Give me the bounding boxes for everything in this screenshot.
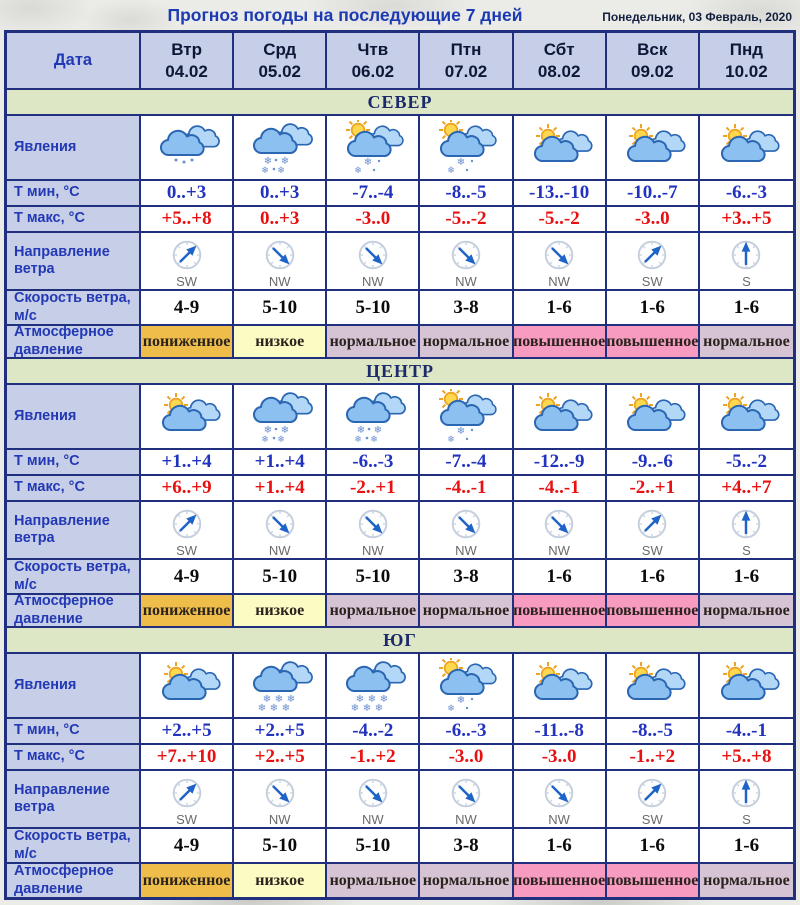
t-min-row xyxy=(7,450,793,476)
t-min-value: -11..-8 xyxy=(514,719,607,743)
t-min-value: -6..-3 xyxy=(420,719,513,743)
t-max-value: -2..+1 xyxy=(327,476,420,500)
wind-direction-value: NW xyxy=(268,543,291,558)
pressure-value: повышенное xyxy=(607,595,700,626)
day-name: Пнд xyxy=(729,40,764,60)
section-center xyxy=(7,359,793,628)
pressure-value: нормальное xyxy=(420,326,513,357)
svg-text:❄: ❄ xyxy=(269,703,278,713)
column-header-09.02 xyxy=(607,33,700,88)
sun-cloud-icon xyxy=(514,654,607,717)
pressure-row xyxy=(7,595,793,628)
cloud-heavy-snow-icon xyxy=(234,654,327,717)
sun-cloud-snow-icon xyxy=(420,116,513,179)
svg-text:❄: ❄ xyxy=(276,435,285,444)
t-min-label: Т мин, °С xyxy=(7,181,141,205)
t-min-value: 0..+3 xyxy=(141,181,234,205)
wind-speed-value: 1-6 xyxy=(733,565,760,587)
t-max-value: +5..+8 xyxy=(141,207,234,231)
svg-text:❄: ❄ xyxy=(276,166,285,175)
sun-cloud-icon xyxy=(141,654,234,717)
section-south xyxy=(7,628,793,897)
svg-text:❄: ❄ xyxy=(262,694,271,705)
t-max-value: -3..0 xyxy=(420,745,513,769)
pressure-value: повышенное xyxy=(607,326,700,357)
pressure-value: низкое xyxy=(234,595,327,626)
t-min-value: +1..+4 xyxy=(234,450,327,474)
t-max-label: Т макс, °С xyxy=(7,207,141,231)
wind-speed-value: 1-6 xyxy=(607,560,700,593)
cloud-snow-icon xyxy=(327,385,420,448)
wind-speed-value: 4-9 xyxy=(141,291,234,324)
day-date: 06.02 xyxy=(351,61,395,81)
sun-cloud-icon xyxy=(514,385,607,448)
sun-cloud-icon xyxy=(607,116,700,179)
svg-text:❄: ❄ xyxy=(350,703,360,713)
wind-speed-value: 1-6 xyxy=(514,291,607,324)
wind-direction-row xyxy=(7,502,793,560)
t-max-value: 0..+3 xyxy=(234,207,327,231)
t-min-value: -9..-6 xyxy=(607,450,700,474)
section-header-north: СЕВЕР xyxy=(7,90,793,116)
title-bar xyxy=(0,0,800,30)
pressure-value: низкое xyxy=(234,864,327,897)
wind-speed-label: Скорость ветра, м/с xyxy=(7,829,141,862)
section-north xyxy=(7,90,793,359)
t-max-value: +7..+10 xyxy=(141,745,234,769)
sun-cloud-icon xyxy=(607,654,700,717)
svg-text:❄: ❄ xyxy=(363,157,373,168)
phenomena-row xyxy=(7,654,793,719)
phenomena-row xyxy=(7,385,793,450)
t-max-value: +6..+9 xyxy=(141,476,234,500)
wind-speed-value: 1-6 xyxy=(607,829,700,862)
t-max-value: -5..-2 xyxy=(420,207,513,231)
svg-text:❄: ❄ xyxy=(257,703,266,713)
wind-speed-row xyxy=(7,829,793,864)
wind-compass-icon-nw xyxy=(234,502,327,558)
wind-compass-icon-nw xyxy=(514,233,607,289)
pressure-row xyxy=(7,326,793,359)
wind-compass-icon-s xyxy=(700,233,793,289)
wind-speed-value: 4-9 xyxy=(141,560,234,593)
wind-direction-value: S xyxy=(742,812,751,827)
pressure-value: нормальное xyxy=(420,864,513,897)
svg-text:❄: ❄ xyxy=(286,694,295,705)
t-min-value: -8..-5 xyxy=(420,181,513,205)
t-min-label: Т мин, °С xyxy=(7,450,141,474)
day-name: Чтв xyxy=(357,40,389,60)
svg-text:❄: ❄ xyxy=(456,157,466,168)
wind-speed-value: 4-9 xyxy=(141,829,234,862)
pressure-label: Атмосферное давление xyxy=(7,864,141,897)
section-header-south: ЮГ xyxy=(7,628,793,654)
page-title: Прогноз погоды на последующие 7 дней xyxy=(167,5,523,25)
pressure-value: нормальное xyxy=(420,595,513,626)
cloud-drizzle-icon xyxy=(141,116,234,179)
wind-compass-icon-nw xyxy=(327,771,420,827)
t-max-value: -3..0 xyxy=(607,207,700,231)
t-min-value: -7..-4 xyxy=(327,181,420,205)
wind-direction-value: NW xyxy=(362,274,384,289)
sun-cloud-icon xyxy=(700,654,793,717)
pressure-value: пониженное xyxy=(141,326,234,357)
sun-cloud-icon xyxy=(700,385,793,448)
t-max-value: -2..+1 xyxy=(607,476,700,500)
svg-text:❄: ❄ xyxy=(362,703,372,713)
day-date: 08.02 xyxy=(537,61,581,81)
day-name: Сбт xyxy=(543,40,575,60)
wind-direction-value: S xyxy=(742,543,751,558)
day-date: 09.02 xyxy=(631,61,674,81)
wind-direction-row xyxy=(7,771,793,829)
wind-compass-icon-nw xyxy=(420,771,513,827)
sun-cloud-snow-icon xyxy=(420,385,513,448)
wind-speed-value: 1-6 xyxy=(514,560,607,593)
svg-text:❄: ❄ xyxy=(356,425,366,436)
pressure-value: пониженное xyxy=(141,864,234,897)
day-date: 07.02 xyxy=(444,61,488,81)
table-header-row xyxy=(7,33,793,90)
t-max-value: -1..+2 xyxy=(607,745,700,769)
t-max-value: -4..-1 xyxy=(514,476,607,500)
sun-cloud-snow-icon xyxy=(327,116,420,179)
wind-direction-value: NW xyxy=(455,812,477,827)
wind-direction-value: SW xyxy=(641,543,663,558)
svg-text:❄: ❄ xyxy=(354,166,362,175)
wind-compass-icon-s xyxy=(700,502,793,558)
svg-text:❄: ❄ xyxy=(456,426,466,437)
svg-text:❄: ❄ xyxy=(354,435,362,444)
wind-compass-icon-nw xyxy=(420,233,513,289)
wind-speed-value: 5-10 xyxy=(234,829,327,862)
wind-compass-icon-nw xyxy=(327,502,420,558)
wind-direction-value: NW xyxy=(455,274,477,289)
t-min-value: -6..-3 xyxy=(725,182,767,203)
t-min-value: -12..-9 xyxy=(514,450,607,474)
wind-speed-row xyxy=(7,291,793,326)
pressure-value: повышенное xyxy=(514,326,607,357)
t-min-label: Т мин, °С xyxy=(7,719,141,743)
pressure-value: повышенное xyxy=(607,864,700,897)
pressure-value: нормальное xyxy=(700,595,793,626)
pressure-row xyxy=(7,864,793,897)
phenomena-row xyxy=(7,116,793,181)
t-max-label: Т макс, °С xyxy=(7,476,141,500)
svg-text:❄: ❄ xyxy=(370,435,378,444)
t-max-row xyxy=(7,207,793,233)
wind-speed-value: 3-8 xyxy=(420,829,513,862)
table-sections xyxy=(7,90,793,897)
svg-text:❄: ❄ xyxy=(260,435,269,444)
t-min-value: +2..+5 xyxy=(141,719,234,743)
wind-speed-value: 5-10 xyxy=(234,291,327,324)
t-min-value: -10..-7 xyxy=(607,181,700,205)
wind-compass-icon-s xyxy=(700,771,793,827)
wind-compass-icon-nw xyxy=(234,233,327,289)
svg-text:❄: ❄ xyxy=(447,166,455,175)
t-max-value: +3..+5 xyxy=(721,208,772,229)
wind-speed-label: Скорость ветра, м/с xyxy=(7,560,141,593)
wind-compass-icon-nw xyxy=(514,502,607,558)
pressure-value: низкое xyxy=(234,326,327,357)
wind-speed-value: 5-10 xyxy=(327,291,420,324)
sun-cloud-icon xyxy=(607,385,700,448)
wind-direction-label: Направление ветра xyxy=(7,233,141,289)
sun-cloud-icon xyxy=(700,116,793,179)
wind-speed-value: 1-6 xyxy=(607,291,700,324)
cloud-heavy-snow-icon xyxy=(327,654,420,717)
wind-compass-icon-sw xyxy=(141,771,234,827)
wind-direction-value: NW xyxy=(455,543,477,558)
wind-speed-value: 5-10 xyxy=(327,560,420,593)
t-min-value: 0..+3 xyxy=(234,181,327,205)
t-max-value: -3..0 xyxy=(327,207,420,231)
sun-cloud-icon xyxy=(141,385,234,448)
t-max-value: +2..+5 xyxy=(234,745,327,769)
pressure-value: повышенное xyxy=(514,595,607,626)
wind-speed-value: 1-6 xyxy=(733,834,760,856)
day-name: Вск xyxy=(637,40,668,60)
wind-direction-value: SW xyxy=(176,812,198,827)
day-name: Срд xyxy=(263,40,297,60)
t-min-row xyxy=(7,719,793,745)
t-min-value: -4..-2 xyxy=(327,719,420,743)
day-date: 05.02 xyxy=(258,61,301,81)
t-min-value: -4..-1 xyxy=(725,720,767,741)
wind-direction-value: NW xyxy=(548,274,570,289)
t-min-value: -7..-4 xyxy=(420,450,513,474)
day-date: 10.02 xyxy=(725,61,768,81)
wind-compass-icon-nw xyxy=(234,771,327,827)
wind-compass-icon-sw xyxy=(141,233,234,289)
sun-cloud-snow-icon xyxy=(420,654,513,717)
cloud-snow-icon xyxy=(234,116,327,179)
t-min-value: -5..-2 xyxy=(725,451,767,472)
wind-direction-value: NW xyxy=(362,812,384,827)
svg-text:❄: ❄ xyxy=(456,695,466,706)
svg-text:❄: ❄ xyxy=(260,166,269,175)
column-header-07.02 xyxy=(420,33,513,88)
wind-speed-value: 5-10 xyxy=(327,829,420,862)
t-max-value: +4..+7 xyxy=(721,477,772,498)
t-max-value: -3..0 xyxy=(514,745,607,769)
t-max-row xyxy=(7,745,793,771)
pressure-value: нормальное xyxy=(700,864,793,897)
column-header-05.02 xyxy=(234,33,327,88)
wind-speed-value: 1-6 xyxy=(514,829,607,862)
sun-cloud-icon xyxy=(514,116,607,179)
column-header-06.02 xyxy=(327,33,420,88)
wind-direction-value: NW xyxy=(268,812,291,827)
t-max-value: -5..-2 xyxy=(514,207,607,231)
pressure-value: нормальное xyxy=(327,864,420,897)
wind-direction-value: SW xyxy=(641,274,663,289)
pressure-value: повышенное xyxy=(514,864,607,897)
t-max-label: Т макс, °С xyxy=(7,745,141,769)
day-name: Птн xyxy=(450,40,482,60)
wind-compass-icon-sw xyxy=(607,771,700,827)
day-name: Втр xyxy=(171,40,202,60)
svg-text:❄: ❄ xyxy=(367,694,377,705)
t-min-value: +1..+4 xyxy=(141,450,234,474)
section-header-center: ЦЕНТР xyxy=(7,359,793,385)
wind-compass-icon-nw xyxy=(327,233,420,289)
wind-direction-value: SW xyxy=(176,274,198,289)
wind-compass-icon-nw xyxy=(420,502,513,558)
wind-compass-icon-sw xyxy=(607,502,700,558)
svg-text:❄: ❄ xyxy=(280,156,289,167)
t-max-row xyxy=(7,476,793,502)
pressure-value: пониженное xyxy=(141,595,234,626)
svg-text:❄: ❄ xyxy=(274,694,283,705)
t-max-value: -1..+2 xyxy=(327,745,420,769)
wind-speed-value: 3-8 xyxy=(420,560,513,593)
svg-text:❄: ❄ xyxy=(280,425,289,436)
t-min-value: -8..-5 xyxy=(607,719,700,743)
wind-speed-label: Скорость ветра, м/с xyxy=(7,291,141,324)
svg-text:❄: ❄ xyxy=(379,694,389,705)
svg-text:❄: ❄ xyxy=(373,425,383,436)
pressure-label: Атмосферное давление xyxy=(7,326,141,357)
phenomena-label: Явления xyxy=(7,385,141,448)
svg-text:❄: ❄ xyxy=(447,704,455,713)
wind-direction-row xyxy=(7,233,793,291)
forecast-table xyxy=(4,30,796,900)
t-min-value: -6..-3 xyxy=(327,450,420,474)
svg-text:❄: ❄ xyxy=(281,703,290,713)
forecast-date: Понедельник, 03 Февраль, 2020 xyxy=(602,10,792,24)
cloud-snow-icon xyxy=(234,385,327,448)
svg-text:❄: ❄ xyxy=(374,703,384,713)
wind-direction-value: NW xyxy=(548,812,570,827)
t-min-value: -13..-10 xyxy=(514,181,607,205)
svg-text:❄: ❄ xyxy=(263,156,272,167)
wind-direction-label: Направление ветра xyxy=(7,771,141,827)
column-header-10.02 xyxy=(700,33,793,88)
wind-speed-value: 1-6 xyxy=(733,296,760,318)
svg-text:❄: ❄ xyxy=(355,694,365,705)
t-min-value: +2..+5 xyxy=(234,719,327,743)
t-max-value: -4..-1 xyxy=(420,476,513,500)
wind-direction-label: Направление ветра xyxy=(7,502,141,558)
wind-compass-icon-sw xyxy=(607,233,700,289)
svg-text:❄: ❄ xyxy=(263,425,272,436)
pressure-value: нормальное xyxy=(327,595,420,626)
t-min-row xyxy=(7,181,793,207)
column-header-08.02 xyxy=(514,33,607,88)
date-header-cell: Дата xyxy=(7,33,141,88)
phenomena-label: Явления xyxy=(7,116,141,179)
wind-direction-value: S xyxy=(742,274,751,289)
column-header-04.02 xyxy=(141,33,234,88)
t-max-value: +5..+8 xyxy=(721,746,772,767)
day-date: 04.02 xyxy=(165,61,208,81)
phenomena-label: Явления xyxy=(7,654,141,717)
wind-direction-value: NW xyxy=(362,543,384,558)
wind-direction-value: SW xyxy=(176,543,198,558)
wind-direction-value: NW xyxy=(268,274,291,289)
pressure-label: Атмосферное давление xyxy=(7,595,141,626)
wind-speed-value: 5-10 xyxy=(234,560,327,593)
wind-speed-row xyxy=(7,560,793,595)
wind-compass-icon-nw xyxy=(514,771,607,827)
wind-speed-value: 3-8 xyxy=(420,291,513,324)
wind-direction-value: SW xyxy=(641,812,663,827)
wind-direction-value: NW xyxy=(548,543,570,558)
t-max-value: +1..+4 xyxy=(234,476,327,500)
wind-compass-icon-sw xyxy=(141,502,234,558)
pressure-value: нормальное xyxy=(700,326,793,357)
svg-text:❄: ❄ xyxy=(447,435,455,444)
pressure-value: нормальное xyxy=(327,326,420,357)
